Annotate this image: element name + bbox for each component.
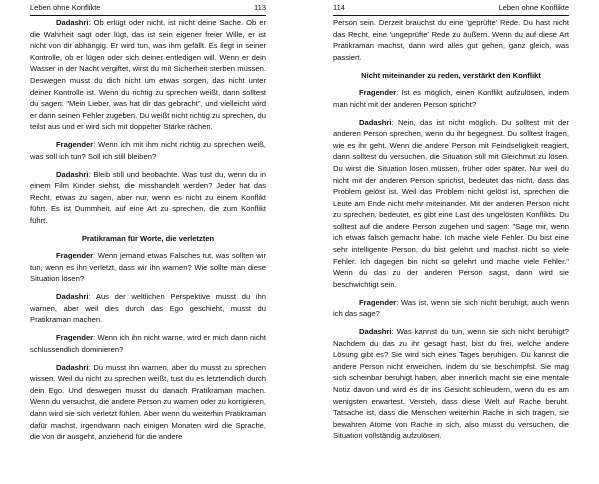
- dialogue-paragraph: [30, 291, 266, 326]
- dialogue-paragraph: [30, 362, 266, 443]
- page-body: [333, 17, 569, 448]
- continued-paragraph: [333, 17, 569, 63]
- paragraph-text: : Wenn ich ihn nicht warne, wird er mich dann nicht schlussendlich dominieren?: [30, 333, 266, 354]
- dialogue-paragraph: [333, 117, 569, 291]
- dialogue-paragraph: [333, 326, 569, 442]
- paragraph-text: : Was ist, wenn sie sich nicht beruhigt, auch wenn ich das sage?: [333, 297, 569, 319]
- speaker-label: Dadashri: [359, 327, 392, 336]
- dialogue-paragraph: [30, 169, 266, 227]
- paragraph-text: : Was kannst du tun, wenn sie sich nicht beruhigt? Nachdem du das zu ihr gesagt hast, bist du frei, welche andere Lösung gibt es? Sie wird sich eines Tages beruhigen. Du kannst die andere Person nicht erweichen, indem du sie beschimpfst. Sie mag sich scheinbar beruhigt haben, aber innerlich macht sie eine mentale Notiz davon und wird es dir ins Gesicht schleudern, wenn du es am wenigsten erwartest. Versteh, dass diese Welt auf Rache beruht. Tatsache ist, dass die Menschen weiterhin Rache in sich tragen, sie bewahren Atome von Rache in sich, also musst du versuchen, die Situation vollständig aufzulösen.: [333, 327, 569, 441]
- section-heading: Pratikraman für Worte, die verletzten: [81, 233, 215, 243]
- dialogue-paragraph: [30, 17, 266, 133]
- dialogue-paragraph: [30, 332, 266, 355]
- running-title: Leben ohne Konflikte: [30, 3, 101, 12]
- dialogue-paragraph: [30, 250, 266, 285]
- speaker-label: Fragender: [359, 297, 397, 307]
- speaker-label: Dadashri: [56, 18, 89, 27]
- speaker-label: Dadashri: [359, 117, 392, 127]
- paragraph-text: : Du musst ihn warnen, aber du musst zu sprechen wissen. Weil du nicht zu sprechen weißt, tust du es letztendlich durch dein Ego. Und deswegen musst du danach Pratikraman machen. Wenn du versuchst, die andere Person zu warnen oder zu korrigieren, dann wird sie sich verletzt fühlen. Aber wenn du weiterhin Pratikraman dafür machst, irgendwann nach einigen Monaten wird die Sprache, die von dir ausgeht, anziehend für die andere: [30, 362, 266, 442]
- paragraph-text: : Bleib still und beobachte. Was tust du, wenn du in einem Film Kinder siehst, die misshandelt werden? Jeder hat das Recht, etwas zu sagen, aber nur, wenn es nicht zu einem Konflikt führt. Es ist Dummheit, auf eine Art zu sprechen, die zum Konflikt führt.: [30, 169, 266, 225]
- paragraph-text: : Wenn jemand etwas Falsches tut, was sollten wir tun, wenn es ihn verletzt, dass wir ihn warnen? Wie sollte man diese Situation lösen?: [30, 251, 266, 284]
- speaker-label: Fragender: [56, 333, 94, 343]
- speaker-label: Fragender: [56, 251, 94, 261]
- paragraph-text: : Nein, das ist nicht möglich. Du solltest mit der anderen Person sprechen, wenn du ihr begegnest. Du solltest fragen, wie es ihr geht. Wenn die andere Person mit Feindseligkeit reagiert, dann solltest du versuchen, die Situation still mit Gleichmut zu lösen. Du wirst die Situation lösen müssen, früher oder später. Nur weil du nicht mit der anderen Person sprichst, bedeutet das nicht, dass das Problem gelöst ist. Weil das Problem nicht gelöst ist, sprechen die Leute am Ende nicht mehr miteinander. Mit der anderen Person nicht zu sprechen, bedeutet, es gibt eine Last des ungelösten Konflikts. Du solltest auf die andere Person zugehen und sagen: "Sage mir, wenn ich etwas falsch gemacht habe. Ich mache viele Fehler. Du bist eine sehr intelligente Person, du bist gelehrt und machst nicht so viele Fehler. Ich dagegen bin nicht so gelehrt und mache viele Fehler." Wenn du das zu der anderen Person sagst, dann wird sie beschwichtigt sein.: [333, 117, 569, 289]
- speaker-label: Dadashri: [56, 292, 89, 302]
- paragraph-text: Person sein. Derzeit brauchst du eine 'geprüfte' Rede. Du hast nicht das Recht, eine 'ungeprüfte' Rede zu äußern. Wenn du auf diese Art Pratikraman machst, dann wird alles gut gehen, ganz gleich, was passiert.: [333, 18, 569, 62]
- header-rule: [30, 15, 266, 16]
- page-body: [30, 17, 266, 449]
- paragraph-text: : Ist es möglich, einen Konflikt aufzulösen, indem man nicht mit der anderen Person spricht?: [333, 88, 569, 109]
- running-title: Leben ohne Konflikte: [498, 3, 569, 12]
- speaker-label: Fragender: [56, 140, 94, 150]
- speaker-label: Dadashri: [56, 169, 89, 179]
- dialogue-paragraph: [30, 139, 266, 162]
- speaker-label: Fragender: [359, 88, 397, 98]
- header-rule: [333, 15, 569, 16]
- dialogue-paragraph: [333, 87, 569, 110]
- speaker-label: Dadashri: [56, 362, 89, 372]
- dialogue-paragraph: [333, 297, 569, 320]
- section-heading: Nicht miteinander zu reden, verstärkt den Konflikt: [361, 70, 541, 80]
- page-number: 113: [254, 3, 266, 12]
- paragraph-text: : Ob erlügt oder nicht, ist nicht deine Sache. Ob er die Wahrheit sagt oder lügt, das ist sein eigener freier Wille, er ist nicht von dir abhängig. Er wird tun, was ihm gefällt. Es liegt in seiner Kontrolle, ob er lügen oder sich deiner entledigen will. Wenn er dein Wasser in der Nacht vergiftet, wirst du mit Sicherheit sterben müssen. Deswegen musst du dich nicht um etwas sorgen, das nicht unter deiner Kontrolle ist. Wenn du richtig zu sprechen weißt, dann solltest du sagen: "Mein Lieber, was hat dir das gebracht", und vielleicht wird er dann seinen Fehler zugeben. Du weißt nicht richtig zu sprechen, du teilst aus und er wird sich mit doppelter Stärke rächen.: [30, 18, 266, 132]
- left-page: [30, 0, 266, 484]
- right-page: [333, 0, 569, 484]
- paragraph-text: : Aus der weltlichen Perspektive musst du ihn warnen, aber weil dies durch das Ego geschieht, musst du Pratikraman machen.: [30, 292, 266, 325]
- page-number: 114: [333, 3, 345, 12]
- paragraph-text: : Wenn ich mit ihm nicht richtig zu sprechen weiß, was soll ich tun? Soll ich still bleiben?: [30, 140, 266, 161]
